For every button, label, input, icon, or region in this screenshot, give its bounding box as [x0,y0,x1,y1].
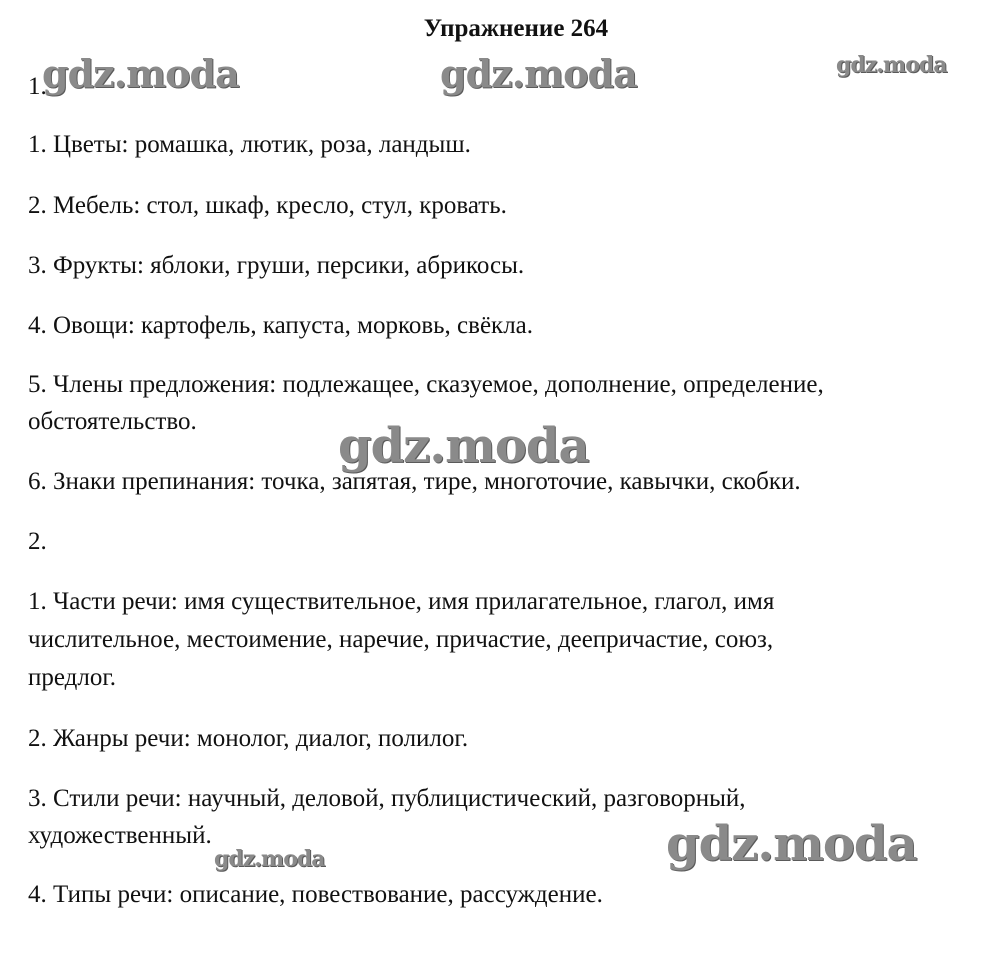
section-2-item-3: 3. Стили речи: научный, деловой, публицистический, разговорный, [28,785,746,812]
section-1-item-5: 5. Члены предложения: подлежащее, сказуемое, дополнение, определение, [28,371,824,398]
watermark: gdz.moda [666,816,917,872]
section-1-item-3: 3. Фрукты: яблоки, груши, персики, абрикосы. [28,252,525,279]
section-2-label: 2. [28,528,47,555]
watermark: gdz.moda [836,52,947,78]
section-1-label: 1. [28,73,47,100]
section-1-item-1: 1. Цветы: ромашка, лютик, роза, ландыш. [28,131,471,158]
watermark: gdz.moda [214,846,325,872]
watermark: gdz.moda [440,51,637,96]
section-1-item-6: 6. Знаки препинания: точка, запятая, тире, многоточие, кавычки, скобки. [28,468,801,495]
section-1-item-2: 2. Мебель: стол, шкаф, кресло, стул, кровать. [28,192,507,219]
section-2-item-1-continued: числительное, местоимение, наречие, причастие, деепричастие, союз, [28,626,774,653]
exercise-title: Упражнение 264 [423,15,609,42]
section-2-item-4: 4. Типы речи: описание, повествование, рассуждение. [28,881,603,908]
section-1-item-4: 4. Овощи: картофель, капуста, морковь, свёкла. [28,312,534,339]
section-2-item-1: 1. Части речи: имя существительное, имя прилагательное, глагол, имя [28,588,775,615]
watermark: gdz.moda [42,51,239,96]
section-1-item-5-continued: обстоятельство. [28,408,197,435]
watermark: gdz.moda [338,418,589,474]
section-2-item-1-continued-2: предлог. [28,664,117,691]
section-2-item-2: 2. Жанры речи: монолог, диалог, полилог. [28,725,469,752]
section-2-item-3-continued: художественный. [28,822,212,849]
